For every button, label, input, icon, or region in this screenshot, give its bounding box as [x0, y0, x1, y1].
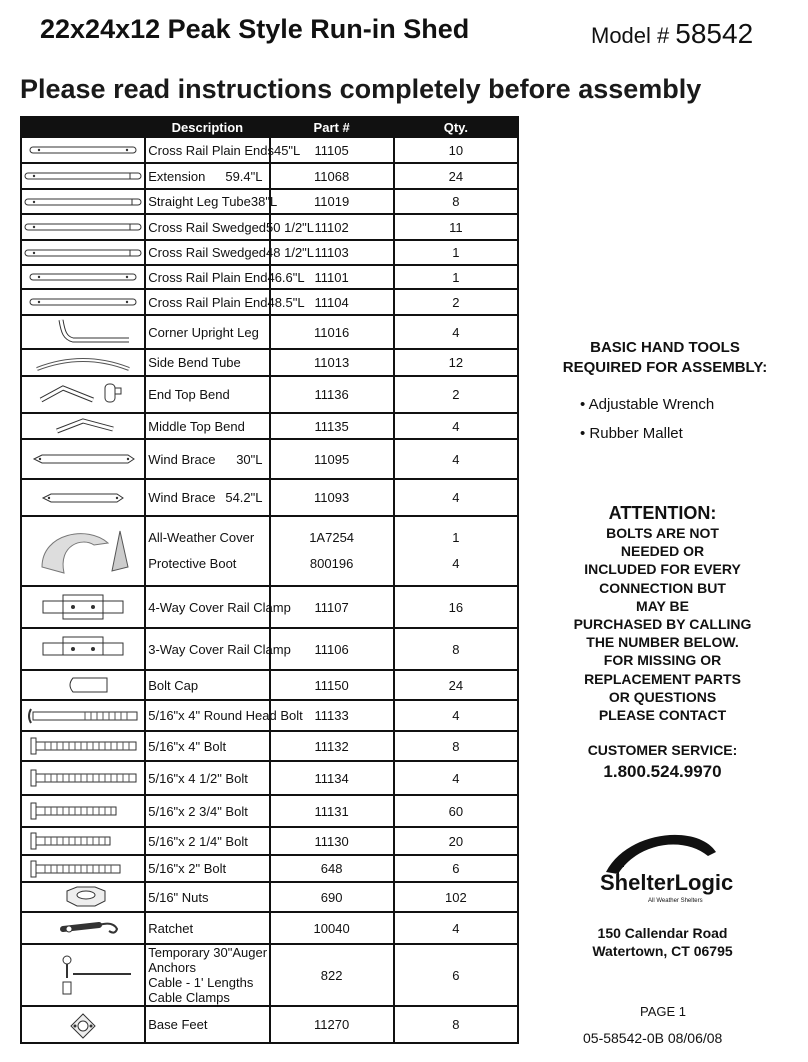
- attention-line: FOR MISSING OR: [603, 652, 722, 669]
- row-description: [145, 700, 303, 731]
- page-number: PAGE 1: [640, 1004, 687, 1019]
- quantity: 10: [394, 137, 518, 163]
- table-row: [21, 628, 518, 670]
- table-row: [21, 700, 518, 731]
- row-description: [145, 795, 269, 827]
- table-row: [21, 827, 518, 855]
- corner-upright-leg-icon: [21, 315, 145, 349]
- table-row: [21, 439, 518, 479]
- item-size: 59.4"L: [225, 168, 263, 184]
- row-description: [145, 289, 305, 315]
- col-picture: [21, 117, 145, 137]
- item-name: Bolt Cap: [148, 677, 199, 693]
- part-number-value: 800196: [309, 556, 354, 571]
- cross-rail-swedged-icon: [21, 214, 145, 240]
- part-number: 11102: [270, 214, 394, 240]
- quantity: 12: [394, 349, 518, 376]
- item-name: 5/16"x 2 1/4" Bolt: [148, 833, 248, 849]
- attention-notice: [555, 502, 770, 724]
- table-row: [21, 315, 518, 349]
- quantity: 2: [394, 289, 518, 315]
- row-description: [145, 912, 269, 944]
- item-name: 5/16"x 2 3/4" Bolt: [148, 803, 248, 819]
- wind-brace-icon: [21, 439, 145, 479]
- item-name: 5/16" Nuts: [148, 889, 209, 905]
- item-name: 4-Way Cover Rail Clamp: [148, 599, 291, 615]
- row-description: [145, 731, 269, 761]
- table-row: [21, 882, 518, 912]
- page-title: 22x24x12 Peak Style Run-in Shed: [40, 14, 470, 44]
- item-name: Wind Brace: [148, 451, 216, 467]
- tools-section: [540, 338, 790, 448]
- row-description: [145, 670, 269, 700]
- row-description: [145, 439, 269, 479]
- row-description: [145, 376, 269, 413]
- item-size: 30"L: [236, 451, 263, 467]
- middle-top-bend-icon: [21, 413, 145, 439]
- side-bend-tube-icon: [21, 349, 145, 376]
- quantity: 4: [394, 479, 518, 516]
- extension-tube-icon: [21, 163, 145, 189]
- part-number: 11135: [270, 413, 394, 439]
- table-row: [21, 731, 518, 761]
- table-row: [21, 349, 518, 376]
- quantity: 24: [394, 670, 518, 700]
- item-name: Protective Boot: [148, 556, 237, 571]
- part-number: 11068: [270, 163, 394, 189]
- row-description: [145, 240, 315, 265]
- item-name: Corner Upright Leg: [148, 324, 259, 340]
- quantity: 8: [394, 189, 518, 214]
- table-row: [21, 376, 518, 413]
- part-number: 11270: [270, 1006, 394, 1043]
- part-number: 11101: [270, 265, 394, 289]
- bolt-icon: [21, 855, 145, 882]
- table-row: [21, 214, 518, 240]
- part-number: [270, 516, 394, 586]
- row-description: [145, 479, 269, 516]
- ratchet-icon: [21, 912, 145, 944]
- table-row: [21, 189, 518, 214]
- quantity: 16: [394, 586, 518, 628]
- table-row: [21, 795, 518, 827]
- quantity: 6: [394, 944, 518, 1006]
- attention-line: INCLUDED FOR EVERY: [584, 561, 741, 578]
- quantity: 24: [394, 163, 518, 189]
- part-number: 11019: [270, 189, 394, 214]
- item-name: Ratchet: [148, 920, 194, 936]
- end-top-bend-icon: [21, 376, 145, 413]
- part-number: 822: [270, 944, 394, 1006]
- row-description: [145, 163, 269, 189]
- row-description: [145, 315, 269, 349]
- item-name: 5/16"x 4" Round Head Bolt: [148, 708, 303, 723]
- attention-line: MAY BE: [636, 597, 689, 614]
- row-description: [145, 265, 305, 289]
- part-number: 11104: [270, 289, 394, 315]
- row-description: [145, 586, 291, 628]
- col-qty: Qty.: [394, 117, 518, 137]
- table-row: [21, 944, 518, 1006]
- item-name: End Top Bend: [148, 387, 230, 402]
- table-header-row: [21, 117, 518, 137]
- company-address: [560, 924, 765, 960]
- quantity-value: 4: [452, 556, 460, 571]
- logo-wordmark: ShelterLogic: [600, 870, 734, 895]
- round-head-bolt-icon: [21, 700, 145, 731]
- quantity: 4: [394, 439, 518, 479]
- part-number: 690: [270, 882, 394, 912]
- row-description: [145, 827, 269, 855]
- table-row: [21, 586, 518, 628]
- part-number: 11016: [270, 315, 394, 349]
- attention-line: REPLACEMENT PARTS: [584, 670, 741, 687]
- tools-heading-line1: BASIC HAND TOOLS: [590, 339, 740, 356]
- item-name: Cable Clamps: [148, 990, 230, 1005]
- row-description: [145, 413, 269, 439]
- attention-line: BOLTS ARE NOT: [606, 525, 719, 541]
- quantity: 11: [394, 214, 518, 240]
- row-description: [145, 189, 278, 214]
- part-number: 11107: [270, 586, 394, 628]
- table-row: [21, 240, 518, 265]
- table-row: [21, 670, 518, 700]
- wind-brace-icon: [21, 479, 145, 516]
- item-name: Temporary 30"Auger Anchors: [148, 945, 268, 975]
- item-name: Cross Rail Swedged: [148, 245, 267, 260]
- quantity: [394, 516, 518, 586]
- quantity: 4: [394, 912, 518, 944]
- item-size: 54.2"L: [225, 490, 263, 505]
- table-row: [21, 761, 518, 795]
- item-name: Extension: [148, 168, 206, 184]
- bolt-icon: [21, 731, 145, 761]
- part-number: 11095: [270, 439, 394, 479]
- quantity: 4: [394, 413, 518, 439]
- item-name: 5/16"x 2" Bolt: [148, 861, 227, 876]
- attention-title: ATTENTION:: [608, 503, 717, 523]
- table-row: [21, 912, 518, 944]
- part-number: 11133: [270, 700, 394, 731]
- part-number: 11105: [270, 137, 394, 163]
- part-number: 11131: [270, 795, 394, 827]
- quantity: 4: [394, 315, 518, 349]
- attention-line: THE NUMBER BELOW.: [586, 634, 739, 651]
- row-description: [145, 855, 269, 882]
- part-number: 11132: [270, 731, 394, 761]
- item-name: Cable - 1' Lengths: [148, 975, 254, 990]
- quantity: 4: [394, 761, 518, 795]
- row-description: [145, 214, 315, 240]
- item-name: Cross Rail Swedged: [148, 219, 267, 235]
- bolt-icon: [21, 795, 145, 827]
- row-description: [145, 944, 269, 1006]
- quantity-value: 1: [452, 530, 460, 545]
- attention-body: [555, 524, 770, 724]
- item-size: 45"L: [273, 142, 301, 158]
- nut-icon: [21, 882, 145, 912]
- four-way-clamp-icon: [21, 586, 145, 628]
- document-code: 05-58542-0B 08/06/08: [583, 1030, 723, 1046]
- cross-rail-plain-end-icon: [21, 289, 145, 315]
- logo-tagline: All Weather Shelters: [648, 898, 703, 904]
- part-number: 11106: [270, 628, 394, 670]
- part-number: 11093: [270, 479, 394, 516]
- quantity: 1: [394, 240, 518, 265]
- model-label-text: Model #: [591, 23, 670, 48]
- part-number: 648: [270, 855, 394, 882]
- item-name: 5/16"x 4" Bolt: [148, 738, 227, 754]
- quantity: 8: [394, 731, 518, 761]
- shelterlogic-logo: [588, 822, 748, 912]
- table-row: [21, 289, 518, 315]
- item-name: Cross Rail Plain End: [148, 269, 268, 285]
- quantity: 1: [394, 265, 518, 289]
- list-item: • Adjustable Wrench: [580, 396, 715, 413]
- attention-line: CONNECTION BUT: [599, 579, 726, 596]
- row-description: [145, 349, 269, 376]
- quantity: 102: [394, 882, 518, 912]
- row-description: [145, 516, 269, 586]
- customer-service-label: CUSTOMER SERVICE:: [587, 742, 738, 758]
- part-number: 11013: [270, 349, 394, 376]
- quantity: 6: [394, 855, 518, 882]
- item-name: Base Feet: [148, 1017, 208, 1032]
- logo-arch-icon: [606, 835, 716, 874]
- attention-line: PURCHASED BY CALLING: [573, 616, 752, 633]
- table-row: [21, 479, 518, 516]
- parts-table: [20, 116, 519, 1044]
- model-number: 58542: [675, 18, 754, 49]
- part-number: 11136: [270, 376, 394, 413]
- address-line1: 150 Callendar Road: [597, 925, 728, 941]
- quantity: 4: [394, 700, 518, 731]
- item-name: Wind Brace: [148, 490, 216, 505]
- row-description: [145, 137, 301, 163]
- table-row: [21, 265, 518, 289]
- item-name: Cross Rail Plain End: [148, 294, 268, 310]
- cross-rail-swedged-icon: [21, 240, 145, 265]
- part-number-value: 1A7254: [309, 530, 355, 545]
- cover-and-boot-icon: [21, 516, 145, 586]
- quantity: 8: [394, 1006, 518, 1043]
- part-number: 11130: [270, 827, 394, 855]
- tools-heading-line2: REQUIRED FOR ASSEMBLY:: [562, 359, 768, 376]
- model-label: [591, 18, 753, 50]
- three-way-clamp-icon: [21, 628, 145, 670]
- tools-list: [540, 390, 790, 448]
- item-name: 3-Way Cover Rail Clamp: [148, 641, 291, 657]
- straight-leg-tube-icon: [21, 189, 145, 214]
- quantity: 8: [394, 628, 518, 670]
- item-size: 48 1/2"L: [266, 245, 315, 260]
- item-name: Straight Leg Tube: [148, 194, 251, 209]
- cross-rail-icon: [21, 137, 145, 163]
- item-size: 38"L: [250, 194, 278, 209]
- table-row: [21, 413, 518, 439]
- item-name: All-Weather Cover: [148, 530, 255, 545]
- page-subtitle: Please read instructions completely before assembly: [20, 74, 702, 104]
- table-row: [21, 1006, 518, 1043]
- item-name: Middle Top Bend: [148, 418, 245, 434]
- table-row: [21, 163, 518, 189]
- row-description: [145, 628, 291, 670]
- attention-line: OR QUESTIONS: [608, 688, 717, 705]
- address-line2: Watertown, CT 06795: [592, 943, 733, 959]
- part-number: 11103: [270, 240, 394, 265]
- cross-rail-plain-end-icon: [21, 265, 145, 289]
- part-number: 11134: [270, 761, 394, 795]
- row-description: [145, 882, 269, 912]
- part-number: 11150: [270, 670, 394, 700]
- bolt-icon: [21, 827, 145, 855]
- base-foot-icon: [21, 1006, 145, 1043]
- item-name: Cross Rail Plain Ends: [148, 142, 274, 158]
- list-item: • Rubber Mallet: [580, 425, 683, 442]
- quantity: 60: [394, 795, 518, 827]
- item-size: 48.5"L: [267, 294, 305, 310]
- customer-service-phone: 1.800.524.9970: [603, 762, 722, 781]
- row-description: [145, 1006, 269, 1043]
- item-size: 50 1/2"L: [266, 219, 315, 235]
- auger-anchor-kit-icon: [21, 944, 145, 1006]
- item-name: 5/16"x 4 1/2" Bolt: [148, 770, 248, 786]
- quantity: 20: [394, 827, 518, 855]
- table-row: [21, 855, 518, 882]
- row-description: [145, 761, 269, 795]
- item-name: Side Bend Tube: [148, 355, 241, 370]
- col-part-number: Part #: [270, 117, 394, 137]
- part-number: 10040: [270, 912, 394, 944]
- attention-line: PLEASE CONTACT: [598, 707, 727, 724]
- bolt-cap-icon: [21, 670, 145, 700]
- bolt-icon: [21, 761, 145, 795]
- table-row: [21, 137, 518, 163]
- attention-line: NEEDED OR: [620, 543, 705, 560]
- customer-service: [555, 742, 770, 782]
- quantity: 2: [394, 376, 518, 413]
- col-description: Description: [145, 117, 269, 137]
- item-size: 46.6"L: [267, 269, 305, 285]
- table-row: [21, 516, 518, 586]
